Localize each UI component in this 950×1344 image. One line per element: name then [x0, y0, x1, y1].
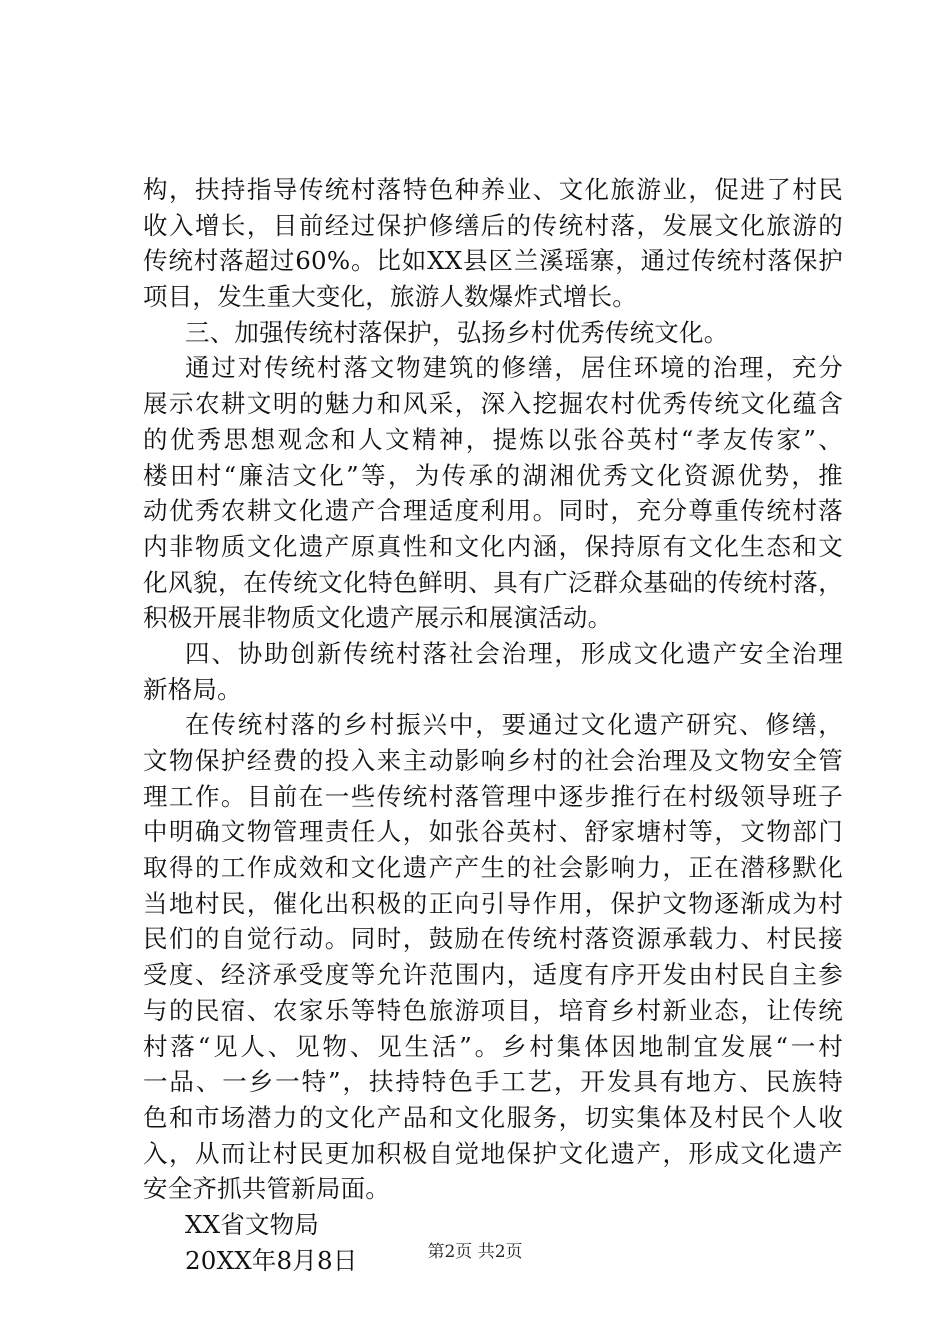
paragraph-section-4 [143, 707, 843, 1207]
text-line: 动优秀农耕文化遗产合理适度利用。同时，充分尊重传统村落 [143, 496, 843, 526]
heading-line: 新格局。 [143, 674, 242, 704]
text-line: 与的民宿、农家乐等特色旅游项目，培育乡村新业态，让传统 [143, 995, 843, 1025]
text-line: 当地村民，催化出积极的正向引导作用，保护文物逐渐成为村 [143, 888, 843, 918]
text-line: 的优秀思想观念和人文精神，提炼以张谷英村“孝友传家”、 [143, 424, 843, 454]
section-heading-3 [143, 315, 843, 351]
text-line: 通过对传统村落文物建筑的修缮，居住环境的治理，充分 [185, 353, 843, 383]
text-line: 色和市场潜力的文化产品和文化服务，切实集体及村民个人收 [143, 1102, 843, 1132]
text-line: 收入增长，目前经过保护修缮后的传统村落，发展文化旅游的 [143, 210, 843, 240]
text-line: 内非物质文化遗产原真性和文化内涵，保持原有文化生态和文 [143, 531, 843, 561]
page-footer: 第2页 共2页 [427, 1242, 523, 1262]
text-line: 构，扶持指导传统村落特色种养业、文化旅游业，促进了村民 [143, 175, 843, 204]
text-line: 民们的自觉行动。同时，鼓励在传统村落资源承载力、村民接 [143, 924, 843, 954]
text-line: 理工作。目前在一些传统村落管理中逐步推行在村级领导班子 [143, 781, 843, 811]
text-line: 积极开展非物质文化遗产展示和展演活动。 [143, 603, 613, 633]
paragraph-section-3 [143, 350, 843, 636]
text-line: 安全齐抓共管新局面。 [143, 1174, 390, 1204]
text-line: 受度、经济承受度等允许范围内，适度有序开发由村民自主参 [143, 960, 843, 990]
text-line: 化风貌，在传统文化特色鲜明、具有广泛群众基础的传统村落， [143, 567, 843, 597]
section-heading-4 [143, 636, 843, 707]
text-line: 展示农耕文明的魅力和风采，深入挖掘农村优秀传统文化蕴含 [143, 389, 843, 419]
text-line: 一品、一乡一特”，扶持特色手工艺，开发具有地方、民族特 [143, 1067, 843, 1097]
text-line: 入，从而让村民更加积极自觉地保护文化遗产，形成文化遗产 [143, 1138, 843, 1168]
text-line: 项目，发生重大变化，旅游人数爆炸式增长。 [143, 282, 637, 312]
text-line: 楼田村“廉洁文化”等，为传承的湖湘优秀文化资源优势，推 [143, 460, 843, 490]
text-line: 村落“见人、见物、见生活”。乡村集体因地制宜发展“一村 [143, 1031, 843, 1061]
paragraph-continued [143, 172, 843, 315]
heading-line: 四、协助创新传统村落社会治理，形成文化遗产安全治理 [185, 638, 843, 668]
text-line: 传统村落超过60%。比如XX县区兰溪瑶寨，通过传统村落保护 [143, 246, 843, 276]
text-line: 文物保护经费的投入来主动影响乡村的社会治理及文物安全管 [143, 746, 843, 775]
signature-organization: XX省文物局 [185, 1209, 320, 1239]
signature-date: 20XX年8月8日 [185, 1245, 358, 1275]
document-body [143, 172, 843, 1278]
heading-line: 三、加强传统村落保护，弘扬乡村优秀传统文化。 [185, 317, 729, 347]
text-line: 取得的工作成效和文化遗产产生的社会影响力，正在潜移默化 [143, 853, 843, 883]
text-line: 在传统村落的乡村振兴中，要通过文化遗产研究、修缮， [185, 710, 843, 740]
text-line: 中明确文物管理责任人，如张谷英村、舒家塘村等，文物部门 [143, 817, 843, 847]
